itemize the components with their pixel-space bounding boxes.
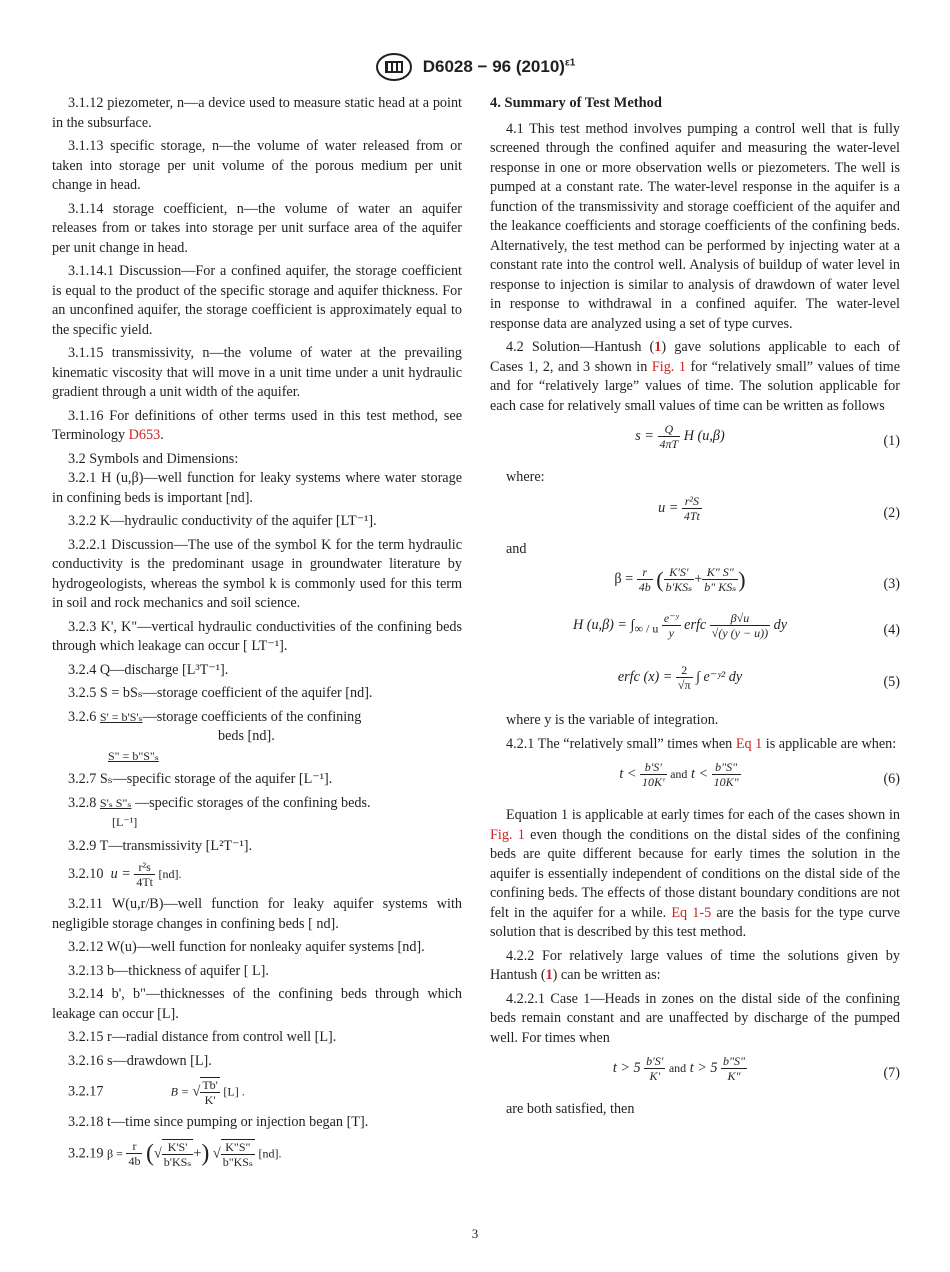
sym-3-2-1: 3.2.1 H (u,β)—well function for leaky systems where water storage in confining beds is important [nd]. bbox=[52, 470, 462, 506]
equation-7: t > 5 $\frac{b'S'}{K'}$ and t > 5 $\frac{b"S"}{K"}$ (7) bbox=[612, 1054, 900, 1083]
epsilon-superscript: ε1 bbox=[564, 57, 576, 69]
def-3-1-16: 3.1.16 For definitions of other terms used in this test method, see Terminology D653. bbox=[52, 407, 462, 443]
integration-variable-note: where y is the variable of integration. bbox=[506, 712, 719, 728]
fig-1-link[interactable]: Fig. 1 bbox=[651, 358, 686, 375]
sym-3-2-10: 3.2.10 u = $\frac{\text{r²s}}{4Tt}$ [nd]. bbox=[68, 860, 182, 889]
sym-3-2-4: 3.2.4 Q—discharge [L³T⁻¹]. bbox=[68, 661, 229, 678]
sym-3-2-2: 3.2.2 K—hydraulic conductivity of the aquifer [LT⁻¹]. bbox=[68, 513, 377, 529]
sym-3-2-13: 3.2.13 b—thickness of aquifer [ L]. bbox=[68, 962, 269, 979]
sym-3-2-2-1: 3.2.2.1 Discussion—The use of the symbol K for the term hydraulic conductivity is the predominant usage in groundwater literature by hydrogeologists, whereas the symbol k is commonly used for this term in soil and rock mechanics and soil science. bbox=[52, 536, 462, 611]
def-3-1-14-1: 3.1.14.1 Discussion—For a confined aquifer, the storage coefficient is equal to the product of the specific storage and aquifer thickness. For an unconfined aquifer, the storage coefficient is approximately equal to the specific yield. bbox=[52, 263, 462, 338]
where-label: where: bbox=[506, 469, 545, 485]
para-4-2: 4.2 Solution—Hantush (1) gave solutions applicable to each of Cases 1, 2, and 3 shown in Fig. 1 for “relatively small” values of time and for “relatively large” values of time. The solution applicable for each case for relatively small values of time can be written as follows bbox=[490, 339, 900, 414]
def-3-1-14: 3.1.14 storage coefficient, n—the volume of water an aquifer releases from or takes into storage per unit surface area of the aquifer per unit change in head. bbox=[52, 200, 462, 256]
sym-3-2-19: 3.2.19 β = $\frac{r}{4b}$ (√ $\frac{K'S'}{\text{b'KSₛ}}$ +) √ $\frac{K"S"}{\text{b"KSₛ}}$ [nd]. bbox=[68, 1139, 282, 1169]
page-header bbox=[0, 52, 950, 82]
sym-3-2-7: 3.2.7 Sₛ—specific storage of the aquifer [L⁻¹]. bbox=[68, 771, 333, 787]
equation-2: u = $\frac{\text{r²S}}{4Tt}$ (2) bbox=[658, 493, 900, 523]
para-4-2-2-1: 4.2.2.1 Case 1—Heads in zones on the distal side of the confining beds remain constant and are unaffected by discharge of the pumped well. For times when bbox=[490, 990, 900, 1046]
para-4-2-1: 4.2.1 The “relatively small” times when Eq 1 is applicable are when: bbox=[506, 735, 897, 752]
sym-3-2-8: 3.2.8 S'ₛ S"ₛ —specific storages of the confining beds. [L⁻¹] bbox=[68, 794, 371, 829]
sym-3-2-6: 3.2.6 S' = b'S'ₛ—storage coefficients of the confining beds [nd]. S" = b"S"ₛ bbox=[68, 708, 362, 763]
sym-3-2-3: 3.2.3 K', K"—vertical hydraulic conductivities of the confining beds through which leakage can occur [ LT⁻¹]. bbox=[52, 618, 462, 654]
sym-3-2-12: 3.2.12 W(u)—well function for nonleaky aquifer systems [nd]. bbox=[68, 939, 425, 955]
def-3-1-13: 3.1.13 specific storage, n—the volume of water released from or taken into storage per unit volume of the porous medium per unit change in head. bbox=[52, 138, 462, 193]
astm-logo-icon bbox=[375, 52, 413, 82]
document-designation: D6028 − 96 $(2010)^{\varepsilon 1}$ bbox=[422, 57, 576, 76]
ref-1-link-2[interactable]: 1 bbox=[545, 967, 553, 983]
symbols-heading: 3.2 Symbols and Dimensions: bbox=[68, 450, 239, 467]
eq-1-5-link[interactable]: Eq 1-5 bbox=[671, 904, 712, 921]
right-column bbox=[490, 94, 900, 1124]
sym-3-2-16: 3.2.16 s—drawdown [L]. bbox=[68, 1052, 212, 1069]
sym-3-2-5: 3.2.5 S = bSₛ—storage coefficient of the aquifer [nd]. bbox=[68, 685, 373, 701]
equation-5: erfc (x) = $\frac{2}{√\pi}$ ∫ e⁻ʸ² dy (5) bbox=[617, 663, 900, 692]
page-number: 3 bbox=[471, 1226, 479, 1241]
and-label: and bbox=[506, 540, 527, 557]
d653-link[interactable]: D653 bbox=[128, 427, 161, 443]
sym-3-2-15: 3.2.15 r—radial distance from control well [L]. bbox=[68, 1029, 337, 1045]
para-4-2-2: 4.2.2 For relatively large values of time the solutions given by Hantush (1) can be written as: bbox=[490, 947, 900, 983]
sym-3-2-18: 3.2.18 t—time since pumping or injection began [T]. bbox=[68, 1114, 369, 1130]
sym-3-2-17: 3.2.17 B = √ $\frac{Tb'}{K'}$ [L] . bbox=[68, 1078, 245, 1107]
left-column bbox=[52, 94, 462, 1175]
equation-3: β = $\frac{r}{4b}$ ( $\frac{K'S'}{\text{b'KSₛ}}$ + $\frac{K" S"}{\text{b" KSₛ}}$ ) (3) bbox=[614, 565, 900, 594]
sym-3-2-11: 3.2.11 W(u,r/B)—well function for leaky aquifer systems with negligible storage changes in confining beds [ nd]. bbox=[52, 896, 462, 932]
equation-1: s = $\frac{Q}{4\pi T}$ H (u,β) (1) bbox=[635, 422, 900, 451]
def-3-1-12: 3.1.12 piezometer, n—a device used to measure static head at a point in the subsurface. bbox=[52, 95, 462, 131]
def-3-1-15: 3.1.15 transmissivity, n—the volume of water at the prevailing kinematic viscosity that will move in a unit time under a unit hydraulic gradient through a unit width of the aquifer. bbox=[52, 345, 462, 400]
para-4-1: 4.1 This test method involves pumping a control well that is fully screened through the confined aquifer and measuring the water-level response in one or more observation wells or piezometers. The well is pumped at a constant rate. The water-level response in the aquifer is a function of the transmissivity and storage coefficient of the aquifer and the leakance coefficients and storage coefficients of the confining beds. Alternatively, the test method can be performed by injecting water at a constant rate into the control well. Analysis of buildup of water level in response to injection is similar to analysis of drawdown of water level in response to withdrawal in a confined aquifer. The water-level response data are analyzed using a set of type curves. bbox=[490, 120, 900, 332]
ref-1-link[interactable]: 1 bbox=[654, 339, 662, 355]
section-4-heading: 4. Summary of Test Method bbox=[490, 95, 662, 111]
equation-6: t < $\frac{b'S'}{10K'}$ and t < $\frac{b"S"}{10K"}$ (6) bbox=[619, 760, 900, 789]
fig-1-link-2[interactable]: Fig. 1 bbox=[490, 826, 525, 843]
sym-3-2-9: 3.2.9 T—transmissivity [L²T⁻¹]. bbox=[68, 837, 253, 854]
both-satisfied: are both satisfied, then bbox=[506, 1101, 635, 1117]
eq-1-link[interactable]: Eq 1 bbox=[735, 735, 763, 752]
equation-1-applicability: Equation 1 is applicable at early times for each of the cases shown in Fig. 1 even though the conditions on the distal sides of the confining beds are quite different because for early times the solution in the aquifer is essentially independent of conditions on the distal side of the confining beds. The effects of those distant boundary conditions are not felt in the aquifer for a while. Eq 1-5 are the basis for the type curve solution that is described by this test method. bbox=[490, 807, 900, 940]
sym-3-2-14: 3.2.14 b', b"—thicknesses of the confining beds through which leakage can occur [L]. bbox=[52, 986, 462, 1022]
equation-4: H $(u,\beta) = \int_{\infty / u}$ $\frac{\text{e⁻ʸ}}{y}$ erfc $\frac{\beta√u}{√(y (y - u))}$ dy (4) bbox=[572, 611, 900, 640]
